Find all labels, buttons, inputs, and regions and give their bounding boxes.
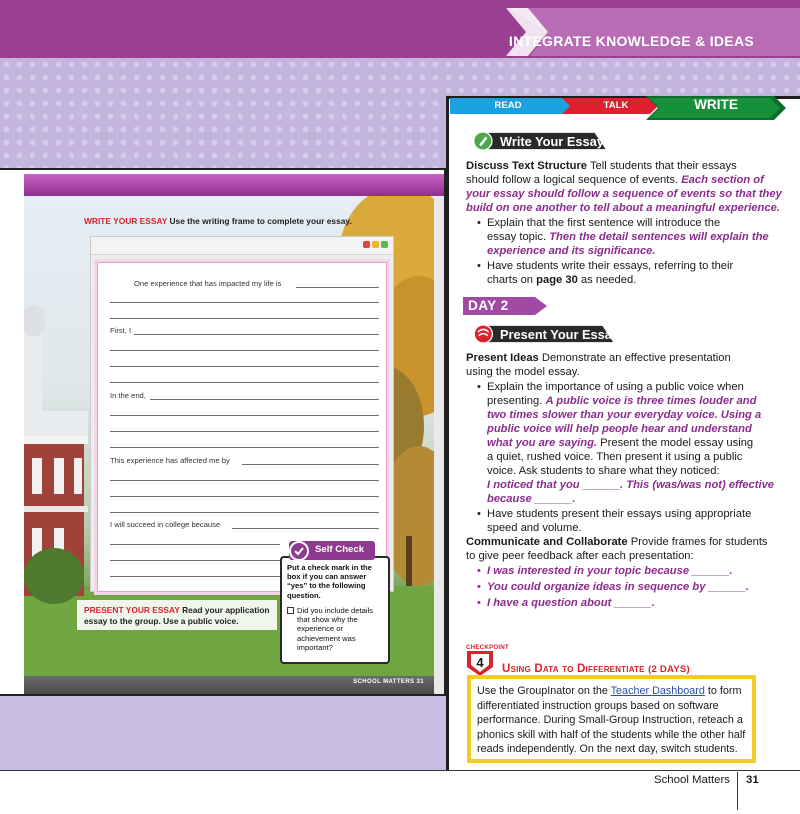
bullet-icon: • (477, 260, 481, 272)
write-essay-instruction (84, 216, 352, 226)
footer-rule (0, 770, 800, 771)
maximize-window-icon[interactable] (381, 241, 388, 248)
write-line[interactable] (150, 399, 379, 400)
write-line[interactable] (110, 431, 379, 432)
bullet-icon: • (477, 597, 481, 609)
page-reference: page 30 (536, 274, 578, 286)
checkmark-icon (289, 541, 309, 561)
write-line[interactable] (110, 447, 379, 448)
footer-section: School Matters (654, 774, 730, 786)
present-essay-label: PRESENT YOUR ESSAY (84, 605, 180, 615)
tab-read[interactable]: READ (494, 100, 522, 111)
body-text: presenting. (487, 395, 543, 407)
body-text: a quiet, rushed voice. Then present it using a public (487, 451, 743, 463)
checkpoint-line: performance. During Small-Group Instruction, reteach a (477, 714, 743, 727)
teacher-script: two times slower than your everyday voice. Using a (487, 409, 762, 421)
body-text: Use the GroupInator on the (477, 685, 608, 697)
body-text: to form (707, 685, 742, 697)
sentence-frame: I noticed that you ______. This (was/was not) effective (487, 479, 775, 491)
checkpoint-line: phonics skill with half of the students while the other half (477, 728, 746, 741)
discuss-text-structure-line1 (466, 160, 737, 174)
self-check-item (287, 606, 387, 652)
body-text: charts on (487, 274, 534, 286)
body-text: voice. Ask students to share what they noticed: (487, 465, 720, 477)
feedback-frame: You could organize ideas in sequence by ______. (487, 581, 749, 593)
student-page-folio: SCHOOL MATTERS 31 (353, 679, 424, 685)
present-essay-instruction (84, 605, 280, 626)
bullet-icon: • (477, 217, 481, 229)
checkpoint-title-text: Using Data to Differentiate (502, 662, 645, 675)
body-text: Tell students that their essays (589, 160, 737, 172)
write-line[interactable] (110, 512, 379, 513)
self-check-title: Self Check (315, 544, 365, 555)
bullet-line (487, 395, 756, 409)
body-text: using the model essay. (466, 366, 580, 378)
discuss-text-structure-line2 (466, 174, 764, 188)
write-line[interactable] (110, 415, 379, 416)
bullet-icon: • (477, 381, 481, 393)
window-buttons (363, 241, 388, 248)
write-line[interactable] (110, 560, 280, 561)
teacher-script: experience and its significance. (487, 245, 656, 257)
body-text: Have students write their essays, referring to their (487, 260, 734, 272)
teacher-script: A public voice is three times louder and (545, 395, 757, 407)
student-page-header-bar (24, 174, 444, 196)
write-line[interactable] (110, 496, 379, 497)
close-window-icon[interactable] (363, 241, 370, 248)
present-ideas-label: Present Ideas (466, 352, 539, 364)
present-essay-text: Read your application essay to the group. Use a public voice. (84, 605, 270, 626)
self-check-item-text: Did you include details that show why the experience or achievement was important? (297, 606, 373, 652)
body-text: Demonstrate an effective presentation (541, 352, 731, 364)
teacher-script: your essay should follow a sequence of events so that they (466, 188, 782, 200)
body-text: Provide frames for students (630, 536, 768, 548)
body-text: should follow a logical sequence of events. (466, 174, 679, 186)
tab-talk[interactable]: TALK (603, 100, 629, 111)
body-text: Have students present their essays using appropriate (487, 508, 752, 520)
lavender-band (0, 695, 446, 770)
checkpoint-line: differentiated instruction groups based on software (477, 699, 719, 712)
present-ideas-line1 (466, 352, 731, 366)
write-essay-label: WRITE YOUR ESSAY (84, 216, 168, 226)
banner-title: INTEGRATE KNOWLEDGE & IDEAS (508, 33, 754, 49)
checkpoint-text (477, 684, 752, 757)
write-line[interactable] (110, 382, 379, 383)
body-text: essay topic. (487, 231, 547, 243)
folio-divider (737, 772, 738, 810)
write-essay-text: Use the writing frame to complete your essay. (169, 216, 352, 226)
feedback-frame: I was interested in your topic because ______. (487, 565, 733, 577)
page-gutter (434, 196, 444, 694)
body-text: Present the model essay using (600, 437, 754, 449)
write-line[interactable] (134, 334, 379, 335)
bullet-icon: • (477, 508, 481, 520)
communicate-collaborate-label: Communicate and Collaborate (466, 536, 628, 548)
communicate-collaborate-line1 (466, 536, 768, 550)
write-line[interactable] (110, 480, 379, 481)
teacher-dashboard-link[interactable]: Teacher Dashboard (610, 685, 705, 697)
write-line[interactable] (232, 528, 379, 529)
self-check-question: Put a check mark in the box if you can answer “yes” to the following question. (287, 563, 372, 600)
page-number: 31 (746, 774, 759, 786)
teacher-script: Each section of (681, 174, 764, 186)
checkpoint-line: reads independently. On the next day, switch students. (477, 743, 738, 756)
discuss-text-structure-label: Discuss Text Structure (466, 160, 588, 172)
bullet-line (487, 274, 636, 288)
body-text: to give peer feedback after each presentation: (466, 550, 694, 562)
checkpoint-number: 4 (476, 655, 484, 670)
writing-frame-toolbar (91, 237, 393, 255)
write-line[interactable] (110, 302, 379, 303)
checkpoint-duration: (2 DAYS) (648, 664, 690, 675)
banner-chevron (0, 0, 800, 58)
checkpoint-label: CHECKPOINT (466, 644, 509, 651)
day-label: DAY 2 (468, 298, 509, 313)
minimize-window-icon[interactable] (372, 241, 379, 248)
student-page-footer (24, 676, 434, 694)
self-check-checkbox[interactable] (287, 607, 294, 614)
write-line[interactable] (242, 464, 379, 465)
sentence-frame: because ______. (487, 493, 576, 505)
bullet-icon: • (477, 565, 481, 577)
checkpoint-line (477, 684, 752, 699)
checkpoint-title (502, 662, 690, 675)
teacher-script: Then the detail sentences will explain the (549, 231, 769, 243)
present-essay-heading: Present Your Essay (500, 327, 620, 342)
write-line[interactable] (110, 366, 379, 367)
write-line[interactable] (296, 287, 379, 288)
write-line[interactable] (110, 544, 280, 545)
feedback-frame: I have a question about ______. (487, 597, 655, 609)
bullet-icon: • (477, 581, 481, 593)
write-line[interactable] (110, 350, 379, 351)
prompt-affected: This experience has affected me by (110, 456, 230, 465)
teacher-script: build on one another to tell about a meaningful experience. (466, 202, 780, 214)
bullet-line (487, 437, 753, 451)
bullet-line (487, 231, 769, 245)
body-text: Explain that the first sentence will introduce the (487, 217, 721, 229)
body-text: Explain the importance of using a public voice when (487, 381, 744, 393)
tab-write[interactable]: WRITE (694, 97, 738, 112)
write-essay-heading: Write Your Essay (500, 134, 604, 149)
prompt-first: First, I (110, 326, 132, 335)
body-text: as needed. (580, 274, 637, 286)
teacher-script: what you are saying. (487, 437, 598, 449)
prompt-in-the-end: In the end, (110, 391, 146, 400)
teacher-script: public voice will help people hear and understand (487, 423, 752, 435)
prompt-succeed: I will succeed in college because (110, 520, 221, 529)
write-line[interactable] (110, 318, 379, 319)
prompt-experience: One experience that has impacted my life is (134, 279, 282, 288)
body-text: speed and volume. (487, 522, 582, 534)
write-line[interactable] (110, 576, 280, 577)
